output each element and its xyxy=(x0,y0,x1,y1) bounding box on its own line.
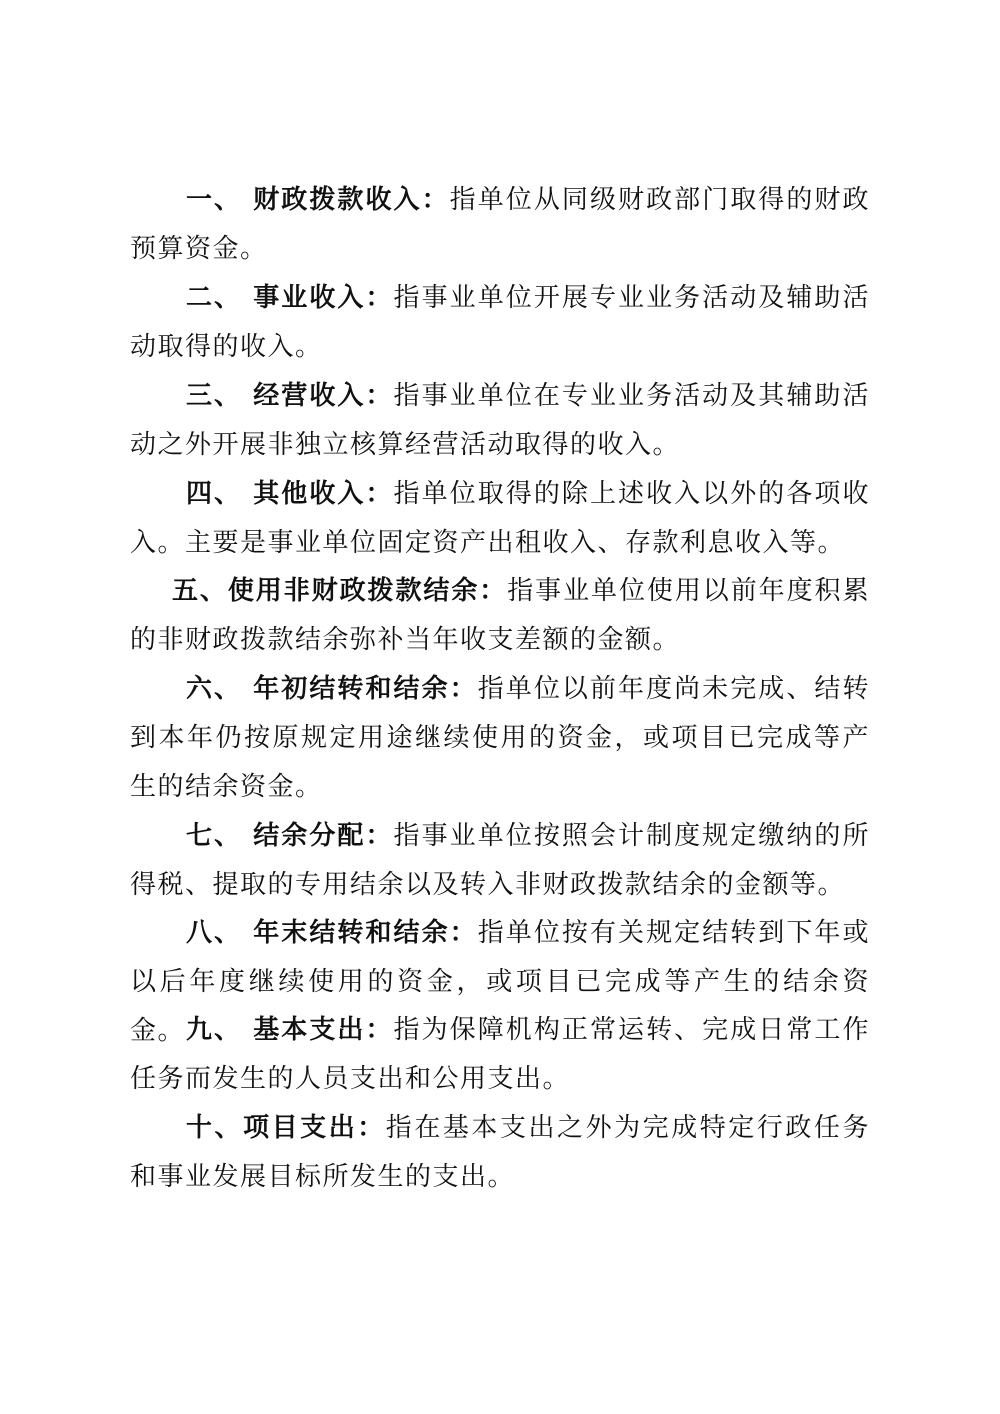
definition-term: 五、使用非财政拨款结余： xyxy=(172,576,508,606)
definition-paragraph xyxy=(130,665,870,812)
definition-text: 指事业单位使用以前年度积累的非财政拨款结余弥补当年收支差额的金额。 xyxy=(130,576,870,655)
definition-paragraph xyxy=(130,1104,870,1202)
definition-text: 指事业单位按照会计制度规定缴纳的所得税、提取的专用结余以及转入非财政拨款结余的金额等。 xyxy=(130,821,870,900)
definition-paragraph xyxy=(130,1006,870,1104)
definition-term: 九、 基本支出： xyxy=(186,1015,394,1045)
definition-text: 指事业单位开展专业业务活动及辅助活动取得的收入。 xyxy=(130,283,870,362)
definition-text: 指在基本支出之外为完成特定行政任务和事业发展目标所发生的支出。 xyxy=(130,1113,870,1192)
definition-text: 指单位取得的除上述收入以外的各项收入。主要是事业单位固定资产出租收入、存款利息收入等。 xyxy=(130,479,870,558)
definition-term: 二、 事业收入： xyxy=(186,283,394,313)
definition-term: 十、项目支出： xyxy=(186,1113,386,1143)
definition-paragraph xyxy=(130,176,870,274)
definition-text: 指单位从同级财政部门取得的财政预算资金。 xyxy=(130,185,870,264)
definition-paragraph xyxy=(130,470,870,568)
definition-term: 八、 年末结转和结余： xyxy=(186,918,478,948)
definition-text: 指单位以前年度尚未完成、结转到本年仍按原规定用途继续使用的资金，或项目已完成等产生的结余资金。 xyxy=(130,674,870,802)
definition-paragraph xyxy=(130,567,870,665)
definition-paragraph xyxy=(130,274,870,372)
definition-text: 指为保障机构正常运转、完成日常工作任务而发生的人员支出和公用支出。 xyxy=(130,1015,870,1094)
definition-paragraph xyxy=(130,372,870,470)
definition-term: 七、 结余分配： xyxy=(186,821,394,851)
definition-text: 指单位按有关规定结转到下年或以后年度继续使用的资金，或项目已完成等产生的结余资金。 xyxy=(130,918,870,1046)
definition-paragraph xyxy=(130,812,870,910)
definition-term: 六、 年初结转和结余： xyxy=(186,674,478,704)
definition-term: 四、 其他收入： xyxy=(186,479,394,509)
definition-text: 指事业单位在专业业务活动及其辅助活动之外开展非独立核算经营活动取得的收入。 xyxy=(130,381,870,460)
definition-term: 三、 经营收入： xyxy=(186,381,394,411)
definition-term: 一、 财政拨款收入： xyxy=(186,185,450,215)
